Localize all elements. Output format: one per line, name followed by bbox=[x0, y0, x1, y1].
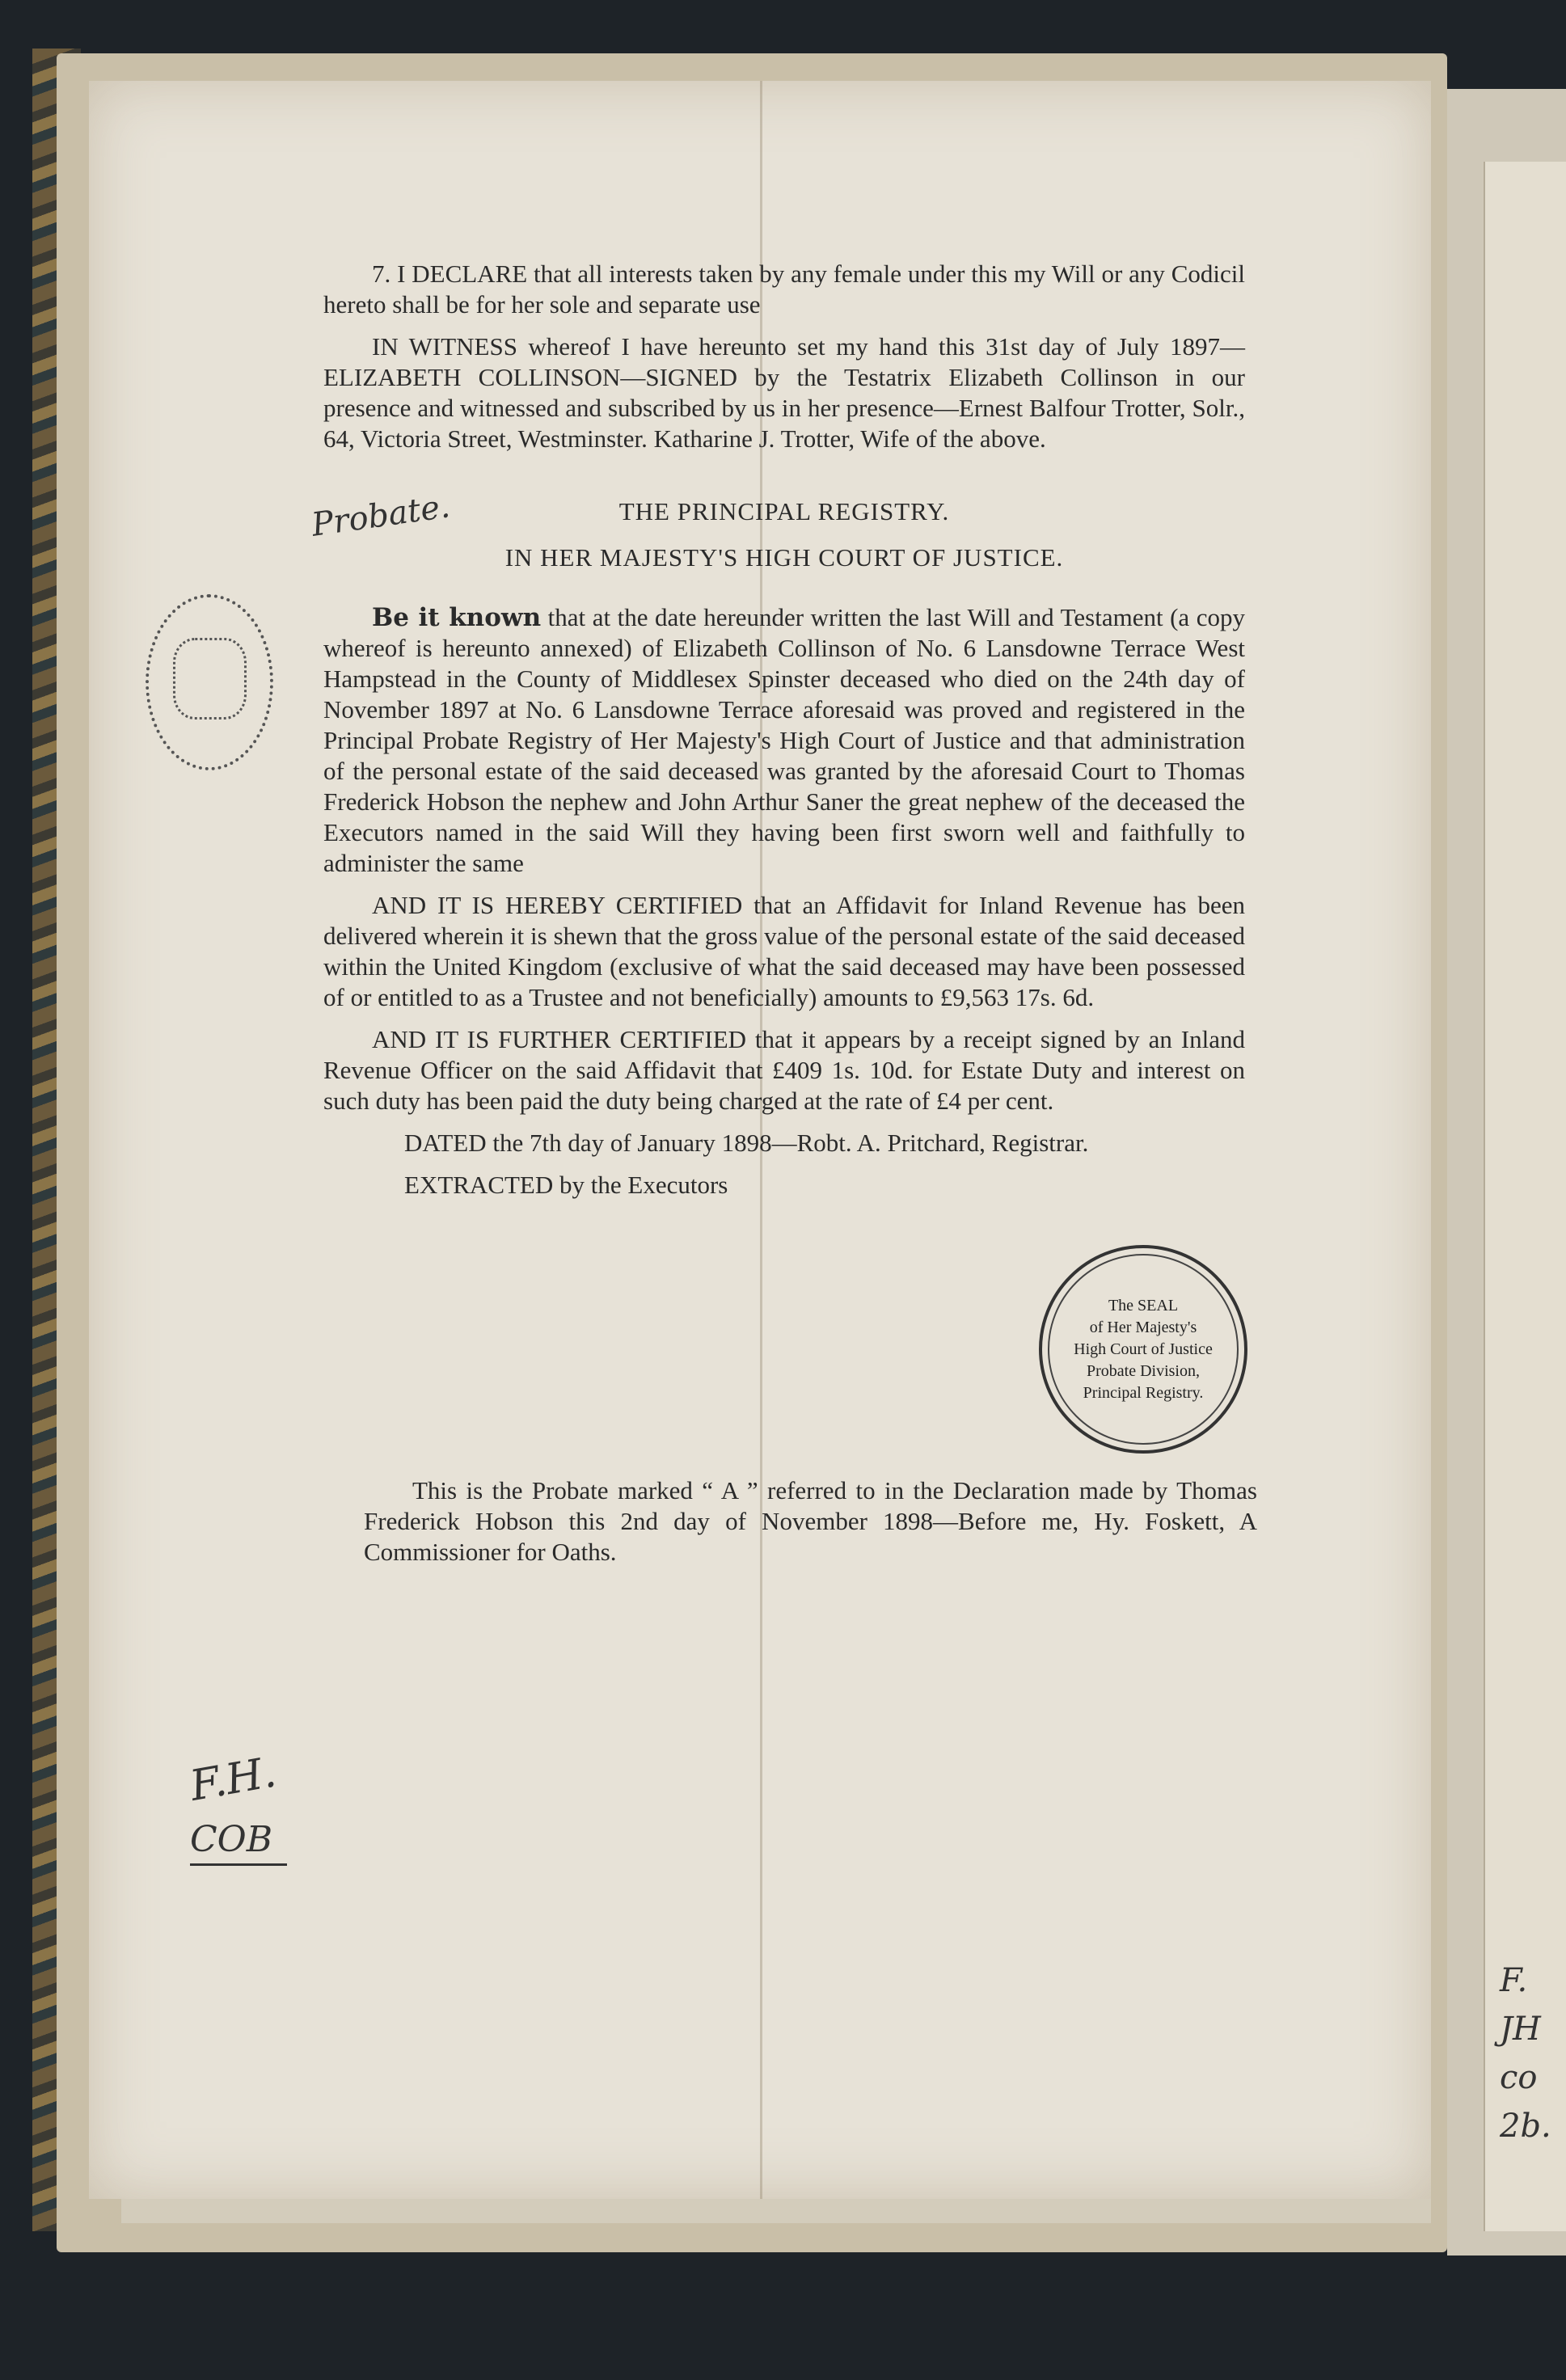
dated-text: DATED the 7th day of January 1898—Robt. A. Pritchard, Registrar. bbox=[404, 1129, 1089, 1157]
court-heading: IN HER MAJESTY'S HIGH COURT OF JUSTICE. bbox=[504, 543, 1064, 572]
probate-body bbox=[323, 602, 1245, 1212]
seal-line: High Court of Justice bbox=[1074, 1340, 1213, 1358]
seal-line: Principal Registry. bbox=[1083, 1383, 1204, 1402]
declaration-text: This is the Probate marked “ A ” referred to in the Declaration made by Thomas Frederick Hobson this 2nd day of November 1898—Before me, Hy. Foskett, A Commissioner for Oaths. bbox=[364, 1476, 1257, 1566]
clause-7-text: 7. I DECLARE that all interests taken by any female under this my Will or any Codicil hereto shall be for her sole and separate use bbox=[323, 260, 1245, 319]
be-it-known: Be it known bbox=[372, 603, 542, 632]
initials-top: F.H. bbox=[186, 1748, 280, 1811]
edge-note-line: JH bbox=[1500, 2011, 1541, 2048]
further-certified-text: AND IT IS FURTHER CERTIFIED that it appears by a receipt signed by an Inland Revenue Officer on the said Affidavit that £409 1s. 10d. for Estate Duty and interest on such duty has been paid the duty being charged at the rate of £4 per cent. bbox=[323, 1025, 1245, 1115]
edge-note-line: 2b. bbox=[1500, 2108, 1551, 2145]
handwritten-initials bbox=[186, 1748, 287, 1866]
edge-note-line: co bbox=[1500, 2059, 1538, 2096]
court-seal bbox=[1039, 1245, 1247, 1454]
initials-bottom: COB bbox=[190, 1819, 287, 1866]
court-seal-inner bbox=[1048, 1254, 1239, 1445]
right-adjacent-sheet-inner bbox=[1484, 162, 1566, 2231]
edge-note bbox=[1500, 1956, 1551, 2150]
edge-note-line: F. bbox=[1500, 1962, 1528, 1999]
extracted-text: EXTRACTED by the Executors bbox=[404, 1171, 728, 1199]
probate-paragraph bbox=[323, 602, 1245, 879]
certified-text: AND IT IS HEREBY CERTIFIED that an Affidavit for Inland Revenue has been delivered wherein it is shewn that the gross value of the personal estate of the said deceased within the United Kingdom (exclusive of what the said deceased may have been possessed of or entitled to as a Trustee and not beneficially) amounts to £9,563 17s. 6d. bbox=[323, 891, 1245, 1011]
perforation-stamp bbox=[146, 594, 273, 770]
declaration bbox=[364, 1475, 1257, 1579]
witness-text: IN WITNESS whereof I have hereunto set my hand this 31st day of July 1897—ELIZABETH COLLINSON—SIGNED by the Testatrix Elizabeth Collinson in our presence and witnessed and subscribed by us in her presence—Ernest Balfour Trotter, Solr., 64, Victoria Street, Westminster. Katharine J. Trotter, Wife of the above. bbox=[323, 332, 1245, 453]
registry-heading: THE PRINCIPAL REGISTRY. bbox=[618, 497, 950, 525]
seal-line: of Her Majesty's bbox=[1089, 1318, 1197, 1336]
margin-note: Probate. bbox=[309, 487, 453, 544]
perforation-crown bbox=[173, 638, 247, 719]
seal-line: The SEAL bbox=[1108, 1296, 1179, 1314]
clause-7 bbox=[323, 259, 1245, 466]
probate-body-text: that at the date hereunder written the last Will and Testament (a copy whereof is hereunto annexed) of Elizabeth Collinson of No. 6 Lansdowne Terrace West Hampstead in the County of Middlesex Spinster deceased who died on the 24th day of November 1897 at No. 6 Lansdowne Terrace aforesaid was proved and registered in the Principal Probate Registry of Her Majesty's High Court of Justice and that administration of the personal estate of the said deceased was granted by the aforesaid Court to Thomas Frederick Hobson the nephew and John Arthur Saner the great nephew of the deceased the Executors named in the said Will they having been first sworn well and faithfully to administer the same bbox=[323, 603, 1245, 877]
seal-line: Probate Division, bbox=[1087, 1361, 1200, 1380]
